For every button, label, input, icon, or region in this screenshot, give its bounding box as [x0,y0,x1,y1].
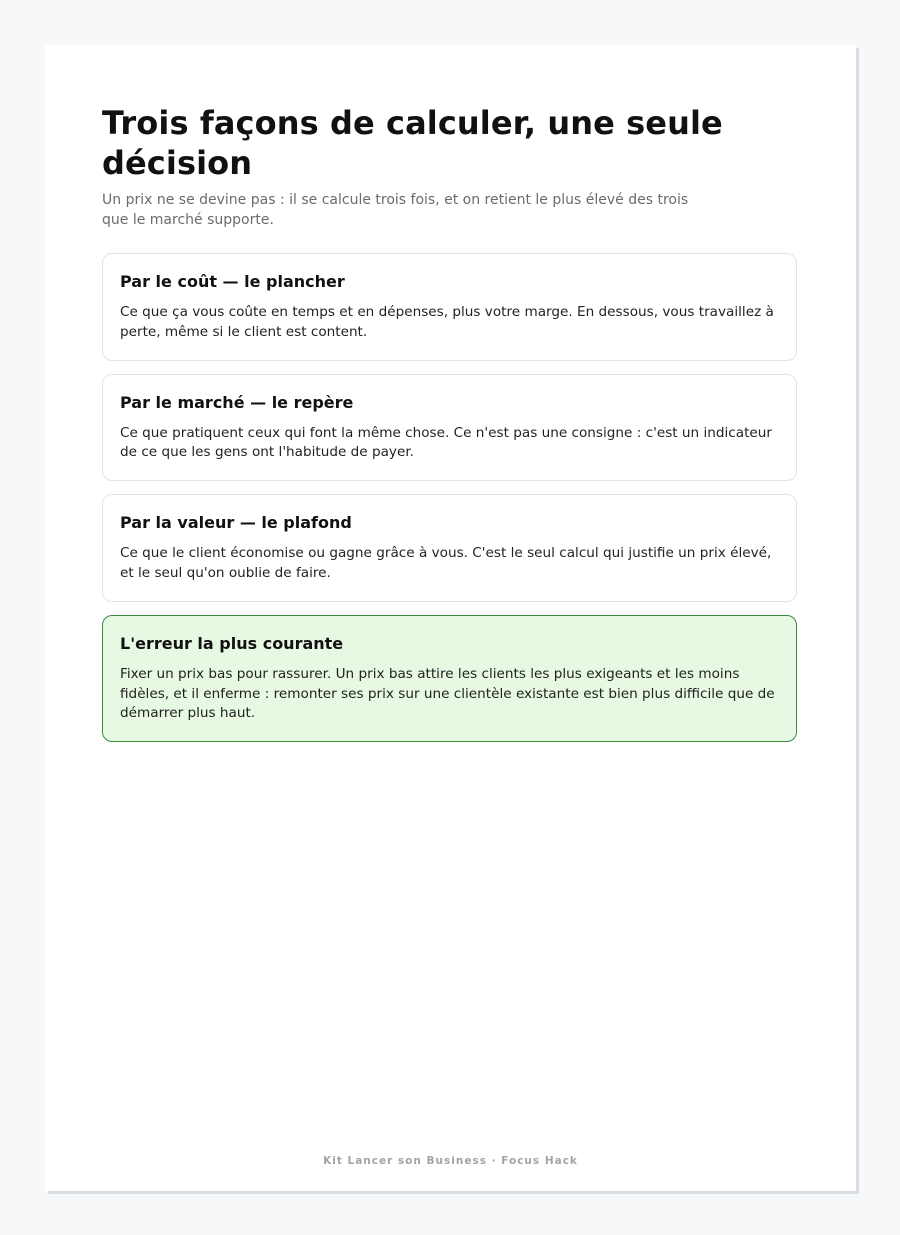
card-cost [102,253,797,361]
card-market [102,374,797,482]
card-heading: Par le marché — le repère [120,392,354,412]
card-body: Ce que le client économise ou gagne grâce à vous. C'est le seul calcul qui justifie un prix élevé, et le seul qu'on oublie de faire. [120,545,772,581]
callout-body: Fixer un prix bas pour rassurer. Un prix bas attire les clients les plus exigeants et les moins fidèles, et il enferme : remonter ses prix sur une clientèle existante est bien plus difficile que de démarrer plus haut. [120,665,775,722]
card-body: Ce que pratiquent ceux qui font la même chose. Ce n'est pas une consigne : c'est un indicateur de ce que les gens ont l'habitude de payer. [120,424,772,461]
page-subtitle: Un prix ne se devine pas : il se calcule trois fois, et on retient le plus élevé des trois que le marché supporte. [102,192,689,228]
card-heading: Par la valeur — le plafond [120,513,352,533]
callout-heading: L'erreur la plus courante [120,633,344,653]
document-page [45,45,856,1191]
page-title: Trois façons de calculer, une seule décision [102,104,723,182]
page-footer: Kit Lancer son Business · Focus Hack [323,1155,578,1167]
page-content [102,103,797,742]
callout-common-mistake [102,615,797,742]
card-heading: Par le coût — le plancher [120,272,345,291]
card-value [102,494,797,602]
card-body: Ce que ça vous coûte en temps et en dépenses, plus votre marge. En dessous, vous travaillez à perte, même si le client est content. [120,304,774,340]
